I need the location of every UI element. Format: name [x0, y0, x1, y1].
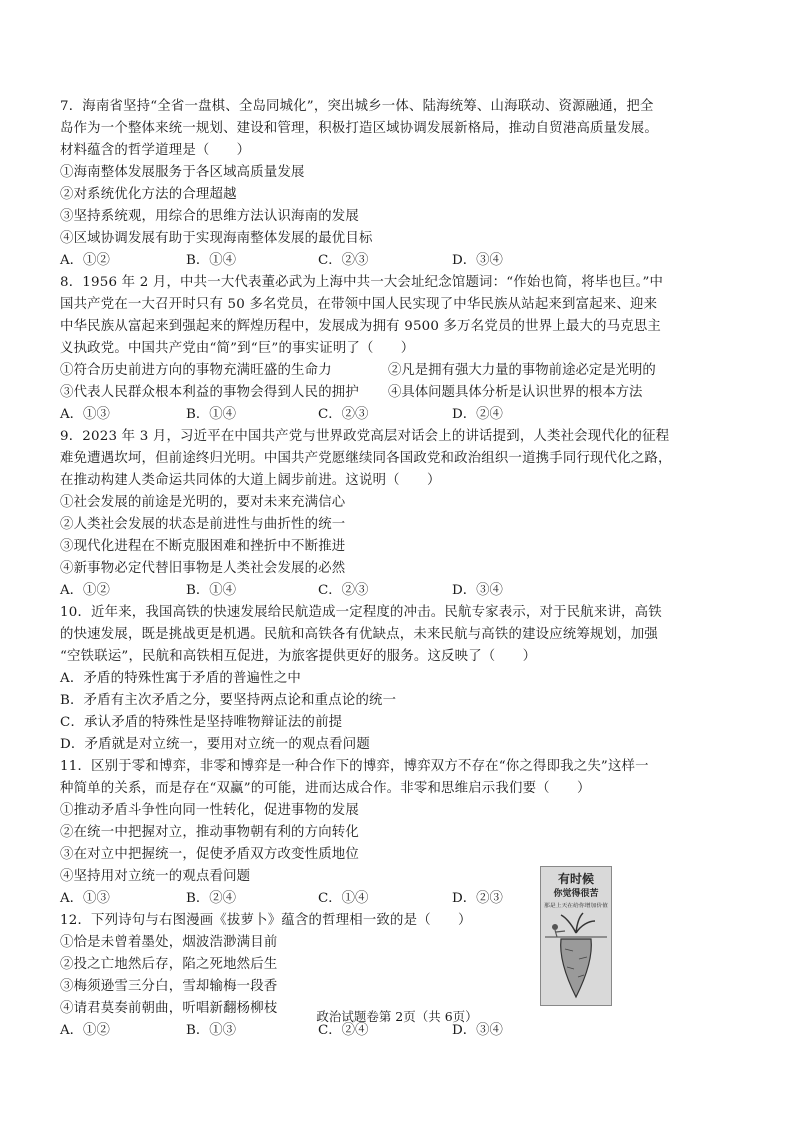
q10-option-b: B．矛盾有主次矛盾之分，要坚持两点论和重点论的统一 [60, 693, 397, 708]
q8-option-b: B．①④ [186, 407, 237, 422]
q11-item: ①推动矛盾斗争性向同一性转化，促进事物的发展 [60, 803, 359, 818]
carrot-leaves-icon [561, 913, 595, 933]
q7-option-b: B．①④ [186, 253, 237, 268]
q8-option-a: A．①③ [60, 407, 110, 422]
q7-option-a: A．①② [60, 253, 110, 268]
q10-stem-line: 的快速发展，既是挑战更是机遇。民航和高铁各有优缺点，未来民航与高铁的建设应统筹规划，加强 [60, 627, 658, 642]
figure-body-icon [555, 930, 565, 937]
q9-option-d: D．③④ [452, 583, 503, 598]
q9-option-b: B．①④ [186, 583, 237, 598]
q11-option-d: D．②③ [452, 891, 503, 906]
q12-option-b: B．①③ [186, 1023, 237, 1038]
q7-item: ①海南整体发展服务于各区域高质量发展 [60, 165, 305, 180]
q10-option-d: D．矛盾就是对立统一，要用对立统一的观点看问题 [60, 737, 370, 752]
q11-stem-line: 种简单的关系，而是存在“双赢”的可能，进而达成合作。非零和思维启示我们要（ ） [60, 781, 591, 796]
q12-option-a: A．①② [60, 1023, 110, 1038]
page-footer: 政治试题卷第 2页（共 6页） [316, 1009, 478, 1024]
q8-item: ①符合历史前进方向的事物充满旺盛的生命力 [60, 363, 332, 378]
carrot-cartoon-image [540, 866, 612, 1006]
q11-option-a: A．①③ [60, 891, 110, 906]
q9-option-a: A．①② [60, 583, 110, 598]
q8-stem-line: 中华民族从富起来到强起来的辉煌历程中，发展成为拥有 9500 多万名党员的世界上最大的马克思主 [60, 319, 662, 334]
q7-stem-line: 岛作为一个整体来统一规划、建设和管理，积极打造区域协调发展新格局，推动自贸港高质量发展。 [60, 121, 658, 136]
q9-item: ①社会发展的前途是光明的，要对未来充满信心 [60, 495, 346, 510]
q8-item: ②凡是拥有强大力量的事物前途必定是光明的 [388, 363, 656, 378]
q11-item: ④坚持用对立统一的观点看问题 [60, 869, 251, 884]
q9-item: ④新事物必定代替旧事物是人类社会发展的必然 [60, 561, 346, 576]
q8-stem-line: 8．1956 年 2 月，中共一大代表董必武为上海中共一大会址纪念馆题词：“作始也简，将毕也巨。”中 [60, 275, 664, 290]
q7-option-d: D．③④ [452, 253, 503, 268]
q9-stem-line: 在推动构建人类命运共同体的大道上阔步前进。这说明（ ） [60, 473, 441, 488]
q8-option-c: C．②③ [318, 407, 369, 422]
q11-option-b: B．②④ [186, 891, 237, 906]
q10-option-a: A．矛盾的特殊性寓于矛盾的普遍性之中 [60, 671, 301, 686]
figure-head-icon [552, 924, 558, 930]
q7-stem-line: 材料蕴含的哲学道理是（ ） [60, 143, 251, 158]
q12-option-d: D．③④ [452, 1023, 503, 1038]
q7-item: ②对系统优化方法的合理超越 [60, 187, 237, 202]
q7-stem-line: 7．海南省坚持“全省一盘棋、全岛同城化”，突出城乡一体、陆海统筹、山海联动、资源融通，把全 [60, 99, 654, 114]
q7-item: ④区域协调发展有助于实现海南整体发展的最优目标 [60, 231, 373, 246]
q7-option-c: C．②③ [318, 253, 369, 268]
q10-stem-line: “空铁联运”，民航和高铁相互促进，为旅客提供更好的服务。这反映了（ ） [60, 649, 537, 664]
cartoon-caption-line-2: 你觉得很苦 [553, 889, 599, 899]
q12-item: ①恰是未曾着墨处，烟波浩渺满目前 [60, 935, 278, 950]
q12-option-c: C．②④ [318, 1023, 369, 1038]
q8-item: ③代表人民群众根本利益的事物会得到人民的拥护 [60, 385, 359, 400]
q12-item: ④请君莫奏前朝曲，听唱新翻杨柳枝 [60, 1001, 278, 1016]
q11-option-c: C．①④ [318, 891, 369, 906]
q8-option-d: D．②④ [452, 407, 503, 422]
cartoon-caption-line-3: 那是上天在给你增加价值 [544, 903, 600, 909]
q7-item: ③坚持系统观，用综合的思维方法认识海南的发展 [60, 209, 359, 224]
q9-item: ③现代化进程在不断克服困难和挫折中不断推进 [60, 539, 346, 554]
carrot-body-icon [561, 939, 592, 997]
carrot-cartoon-drawing [541, 867, 611, 1005]
q9-stem-line: 难免遭遇坎坷，但前途终归光明。中国共产党愿继续同各国政党和政治组织一道携手同行现代化之路， [60, 451, 672, 466]
q12-item: ③梅须逊雪三分白，雪却输梅一段香 [60, 979, 278, 994]
q10-stem-line: 10．近年来，我国高铁的快速发展给民航造成一定程度的冲击。民航专家表示，对于民航来讲，高铁 [60, 605, 662, 620]
q8-stem-line: 义执政党。中国共产党由“简”到“巨”的事实证明了（ ） [60, 341, 415, 356]
q9-option-c: C．②③ [318, 583, 369, 598]
q11-item: ②在统一中把握对立，推动事物朝有利的方向转化 [60, 825, 359, 840]
q12-item: ②投之亡地然后存，陷之死地然后生 [60, 957, 278, 972]
q8-stem-line: 国共产党在一大召开时只有 50 多名党员，在带领中国人民实现了中华民族从站起来到富起来、迎来 [60, 297, 658, 312]
q12-stem-line: 12．下列诗句与右图漫画《拔萝卜》蕴含的哲理相一致的是（ ） [60, 913, 472, 928]
q10-option-c: C．承认矛盾的特殊性是坚持唯物辩证法的前提 [60, 715, 343, 730]
q11-item: ③在对立中把握统一，促使矛盾双方改变性质地位 [60, 847, 359, 862]
q9-item: ②人类社会发展的状态是前进性与曲折性的统一 [60, 517, 346, 532]
q8-item: ④具体问题具体分析是认识世界的根本方法 [388, 385, 643, 400]
cartoon-caption-line-1: 有时候 [557, 872, 595, 886]
q11-stem-line: 11．区别于零和博弈，非零和博弈是一种合作下的博弈，博弈双方不存在“你之得即我之失”这样一 [60, 759, 649, 774]
q9-stem-line: 9．2023 年 3 月，习近平在中国共产党与世界政党高层对话会上的讲话提到，人类社会现代化的征程 [60, 429, 670, 444]
